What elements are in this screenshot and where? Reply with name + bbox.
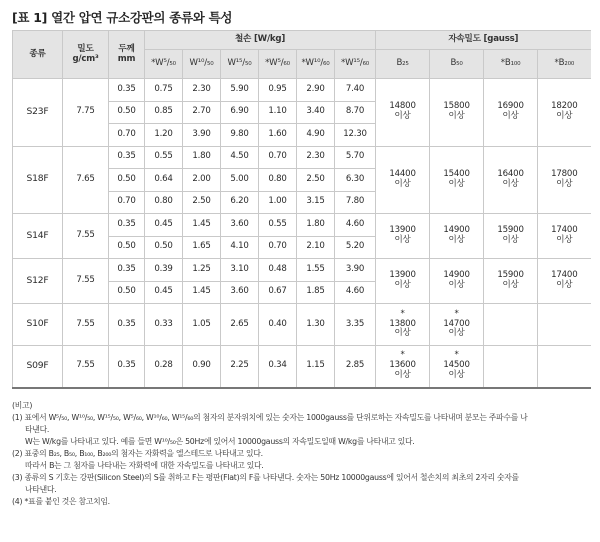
flux-cell: 14800 이상 — [376, 79, 430, 147]
table-row — [13, 79, 591, 102]
loss-cell: 4.90 — [297, 124, 335, 147]
thickness-cell: 0.50 — [109, 236, 145, 259]
loss-cell: 1.45 — [183, 214, 221, 237]
loss-cell: 1.10 — [259, 101, 297, 124]
thickness-cell: 0.35 — [109, 146, 145, 169]
density-cell: 7.55 — [63, 214, 109, 259]
loss-cell: 0.33 — [145, 304, 183, 346]
loss-cell: 3.10 — [221, 259, 259, 282]
loss-cell: 2.85 — [335, 346, 376, 388]
remarks-heading: (비고) — [12, 401, 33, 410]
flux-cell-empty — [538, 304, 591, 346]
thickness-cell: 0.35 — [109, 214, 145, 237]
col-b25: B₂₅ — [376, 50, 430, 79]
loss-cell: 1.55 — [297, 259, 335, 282]
flux-cell: 14900 이상 — [430, 214, 484, 259]
grade-cell: S14F — [13, 214, 63, 259]
density-cell: 7.55 — [63, 346, 109, 388]
loss-cell: 2.50 — [297, 169, 335, 192]
loss-cell: 3.90 — [335, 259, 376, 282]
loss-cell: 4.60 — [335, 281, 376, 304]
flux-cell: 15900 이상 — [484, 259, 538, 304]
loss-cell: 0.80 — [259, 169, 297, 192]
loss-cell: 8.70 — [335, 101, 376, 124]
loss-cell: 5.00 — [221, 169, 259, 192]
grade-cell: S23F — [13, 79, 63, 147]
loss-cell: 5.70 — [335, 146, 376, 169]
loss-cell: 0.50 — [145, 236, 183, 259]
remark-line: (3) 종류의 S 기호는 강판(Silicon Steel)의 S를 취하고 F는 평판(Flat)의 F를 나타낸다. 숫자는 50Hz 10000gauss에 있어서 철손치의 최초의 2자리 숫자를 — [12, 473, 519, 482]
table-row — [13, 346, 591, 388]
flux-cell: 16900 이상 — [484, 79, 538, 147]
col-b200: *B₂₀₀ — [538, 50, 591, 79]
table-row — [13, 259, 591, 282]
loss-cell: 4.10 — [221, 236, 259, 259]
grade-cell: S09F — [13, 346, 63, 388]
thickness-cell: 0.35 — [109, 346, 145, 388]
col-b50: B₅₀ — [430, 50, 484, 79]
loss-cell: 5.90 — [221, 79, 259, 102]
loss-cell: 7.40 — [335, 79, 376, 102]
loss-cell: 0.34 — [259, 346, 297, 388]
loss-cell: 5.20 — [335, 236, 376, 259]
header-thickness: 두께 mm — [109, 31, 145, 79]
flux-cell: 15800 이상 — [430, 79, 484, 147]
loss-cell: 1.30 — [297, 304, 335, 346]
loss-cell: 6.90 — [221, 101, 259, 124]
loss-cell: 0.80 — [145, 191, 183, 214]
density-cell: 7.55 — [63, 259, 109, 304]
loss-cell: 0.55 — [145, 146, 183, 169]
loss-cell: 0.85 — [145, 101, 183, 124]
loss-cell: 0.70 — [259, 146, 297, 169]
thickness-cell: 0.50 — [109, 281, 145, 304]
remark-line: (1) 표에서 W⁵/₅₀, W¹⁰/₅₀, W¹⁵/₅₀, W⁵/₆₀, W¹⁰/₆₀, W¹⁵/₆₀의 첨자의 분자위치에 있는 숫자는 1000gauss를 단위로하는 자속밀도를 나타내며 분모는 주파수를 나 — [12, 413, 528, 422]
table-title: [표 1] 열간 압연 규소강판의 종류와 특성 — [12, 10, 233, 25]
loss-cell: 3.40 — [297, 101, 335, 124]
silicon-steel-table — [12, 30, 591, 389]
flux-cell: 17400 이상 — [538, 259, 591, 304]
table-row — [13, 214, 591, 237]
loss-cell: 4.60 — [335, 214, 376, 237]
loss-cell: 3.60 — [221, 281, 259, 304]
remark-line: (4) *표를 붙인 것은 참고치임. — [12, 497, 110, 506]
loss-cell: 0.48 — [259, 259, 297, 282]
header-flux-density: 자속밀도 [gauss] — [376, 31, 591, 50]
loss-cell: 0.45 — [145, 281, 183, 304]
remark-line: 따라서 B는 그 첨자를 나타내는 자화력에 대한 자속밀도를 나타내고 있다. — [25, 461, 264, 470]
loss-cell: 1.15 — [297, 346, 335, 388]
remark-line: 나타낸다. — [25, 485, 57, 494]
col-b100: *B₁₀₀ — [484, 50, 538, 79]
flux-cell: 16400 이상 — [484, 146, 538, 214]
loss-cell: 1.85 — [297, 281, 335, 304]
thickness-cell: 0.70 — [109, 124, 145, 147]
flux-cell: 13900 이상 — [376, 214, 430, 259]
loss-cell: 6.20 — [221, 191, 259, 214]
flux-cell: 15400 이상 — [430, 146, 484, 214]
grade-cell: S12F — [13, 259, 63, 304]
thickness-cell: 0.50 — [109, 101, 145, 124]
flux-cell-empty — [538, 346, 591, 388]
remark-line: 타낸다. — [25, 425, 50, 434]
flux-cell-empty — [484, 346, 538, 388]
loss-cell: 0.55 — [259, 214, 297, 237]
thickness-cell: 0.70 — [109, 191, 145, 214]
loss-cell: 1.20 — [145, 124, 183, 147]
loss-cell: 1.05 — [183, 304, 221, 346]
flux-cell: 13900 이상 — [376, 259, 430, 304]
loss-cell: 2.30 — [297, 146, 335, 169]
col-w5-60: *W⁵/₆₀ — [259, 50, 297, 79]
loss-cell: 0.67 — [259, 281, 297, 304]
flux-cell: 15900 이상 — [484, 214, 538, 259]
loss-cell: 0.70 — [259, 236, 297, 259]
density-cell: 7.75 — [63, 79, 109, 147]
loss-cell: 0.64 — [145, 169, 183, 192]
table-row — [13, 146, 591, 169]
loss-cell: 1.45 — [183, 281, 221, 304]
table-row — [13, 304, 591, 346]
loss-cell: 6.30 — [335, 169, 376, 192]
col-w10-60: *W¹⁰/₆₀ — [297, 50, 335, 79]
flux-cell: 17800 이상 — [538, 146, 591, 214]
loss-cell: 1.00 — [259, 191, 297, 214]
header-iron-loss: 철손 [W/kg] — [145, 31, 376, 50]
loss-cell: 0.75 — [145, 79, 183, 102]
loss-cell: 7.80 — [335, 191, 376, 214]
loss-cell: 1.80 — [297, 214, 335, 237]
loss-cell: 2.10 — [297, 236, 335, 259]
col-w10-50: W¹⁰/₅₀ — [183, 50, 221, 79]
remarks — [12, 400, 592, 508]
loss-cell: 0.45 — [145, 214, 183, 237]
thickness-cell: 0.35 — [109, 304, 145, 346]
loss-cell: 2.30 — [183, 79, 221, 102]
loss-cell: 9.80 — [221, 124, 259, 147]
header-density: 밀도 g/cm³ — [63, 31, 109, 79]
loss-cell: 2.50 — [183, 191, 221, 214]
loss-cell: 2.00 — [183, 169, 221, 192]
loss-cell: 12.30 — [335, 124, 376, 147]
col-w15-50: W¹⁵/₅₀ — [221, 50, 259, 79]
flux-cell: 18200 이상 — [538, 79, 591, 147]
col-w15-60: *W¹⁵/₆₀ — [335, 50, 376, 79]
thickness-cell: 0.35 — [109, 259, 145, 282]
flux-cell: 17400 이상 — [538, 214, 591, 259]
loss-cell: 0.90 — [183, 346, 221, 388]
thickness-cell: 0.35 — [109, 79, 145, 102]
flux-cell-empty — [484, 304, 538, 346]
loss-cell: 0.28 — [145, 346, 183, 388]
loss-cell: 1.80 — [183, 146, 221, 169]
density-cell: 7.65 — [63, 146, 109, 214]
loss-cell: 3.60 — [221, 214, 259, 237]
loss-cell: 1.25 — [183, 259, 221, 282]
flux-cell: * 13800 이상 — [376, 304, 430, 346]
loss-cell: 0.40 — [259, 304, 297, 346]
flux-cell: 14900 이상 — [430, 259, 484, 304]
loss-cell: 0.39 — [145, 259, 183, 282]
flux-cell: * 14700 이상 — [430, 304, 484, 346]
loss-cell: 2.70 — [183, 101, 221, 124]
loss-cell: 3.15 — [297, 191, 335, 214]
grade-cell: S10F — [13, 304, 63, 346]
flux-cell: 14400 이상 — [376, 146, 430, 214]
flux-cell: * 13600 이상 — [376, 346, 430, 388]
loss-cell: 2.90 — [297, 79, 335, 102]
remark-line: W는 W/kg를 나타내고 있다. 예를 들면 W¹⁰/₅₀은 50Hz에 있어서 10000gauss의 자속밀도일때 W/kg를 나타내고 있다. — [25, 437, 415, 446]
remark-line: (2) 표중의 B₂₅, B₅₀, B₁₀₀, B₂₀₀의 첨자는 자화력을 엘스테드로 나타내고 있다. — [12, 449, 263, 458]
header-grade: 종류 — [13, 31, 63, 79]
loss-cell: 3.35 — [335, 304, 376, 346]
loss-cell: 1.60 — [259, 124, 297, 147]
thickness-cell: 0.50 — [109, 169, 145, 192]
loss-cell: 2.65 — [221, 304, 259, 346]
loss-cell: 4.50 — [221, 146, 259, 169]
density-cell: 7.55 — [63, 304, 109, 346]
grade-cell: S18F — [13, 146, 63, 214]
loss-cell: 2.25 — [221, 346, 259, 388]
loss-cell: 3.90 — [183, 124, 221, 147]
flux-cell: * 14500 이상 — [430, 346, 484, 388]
loss-cell: 1.65 — [183, 236, 221, 259]
loss-cell: 0.95 — [259, 79, 297, 102]
col-w5-50: *W⁵/₅₀ — [145, 50, 183, 79]
